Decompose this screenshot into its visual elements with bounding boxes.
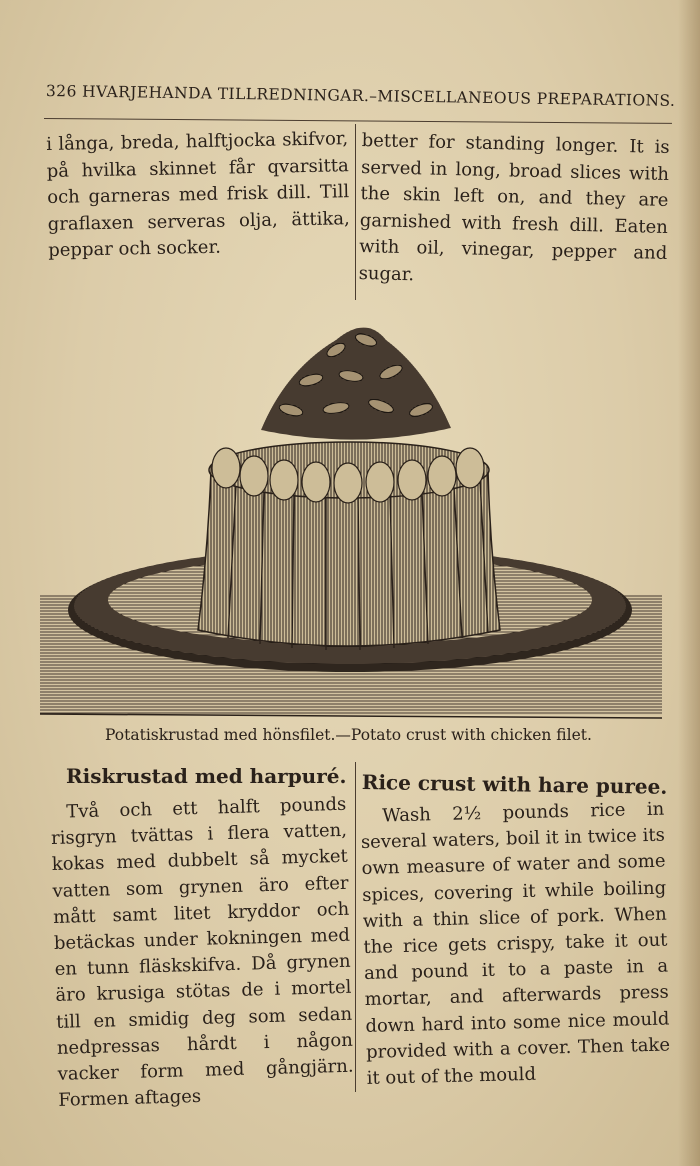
english-column-top	[358, 128, 670, 294]
recipe-title-english: Rice crust with hare puree.	[361, 770, 668, 799]
recipe-title-swedish: Riskrustad med harpuré.	[66, 764, 347, 788]
page-number: 326	[45, 82, 77, 101]
swedish-column-bottom	[50, 792, 355, 1115]
engraving-illustration	[36, 310, 666, 725]
english-column-bottom	[360, 797, 671, 1093]
column-divider-top	[355, 124, 356, 300]
swedish-column-top	[46, 126, 350, 264]
swedish-paragraph: i långa, breda, halftjocka skifvor, på hvilka skinnet får qvarsitta och garneras med frisk dill. Till graflaxen serveras olja, ättika, peppar och socker.	[46, 128, 350, 261]
english-recipe-text: Wash 2½ pounds rice in several waters, boil it in twice its own measure of water and some spices, covering it while boiling with a thin slice of pork. When the rice gets crispy, take it out and pound it to a paste in a mortar, and afterwards press down hard into some nice mould provided with a cover. Then take it out of the mould	[360, 798, 671, 1089]
running-title: HVARJEHANDA TILLREDNINGAR.–MISCELLANEOUS PREPARATIONS.	[81, 82, 676, 110]
chicken-filling	[261, 328, 451, 440]
swedish-recipe-text: Två och ett halft pounds risgryn tvättas i flera vatten, kokas med dubbelt så mycket vatten som grynen äro efter mått samt litet kryddor och betäckas under kokningen med en tunn fläskskifva. Då grynen äro krusiga stötas de i mortel till en smidig deg som sedan nedpressas hårdt i någon vacker form med gångjärn. Formen aftages	[50, 793, 354, 1112]
running-head	[45, 82, 676, 110]
english-paragraph: better for standing longer. It is served in long, broad slices with the skin left on, and they are garnished with fresh dill. Eaten with oil, vinegar, pepper and sugar.	[358, 129, 670, 285]
header-rule	[44, 118, 672, 124]
column-divider-bottom	[355, 762, 356, 1092]
illustration-caption: Potatiskrustad med hönsfilet.—Potato crust with chicken filet.	[105, 726, 592, 744]
